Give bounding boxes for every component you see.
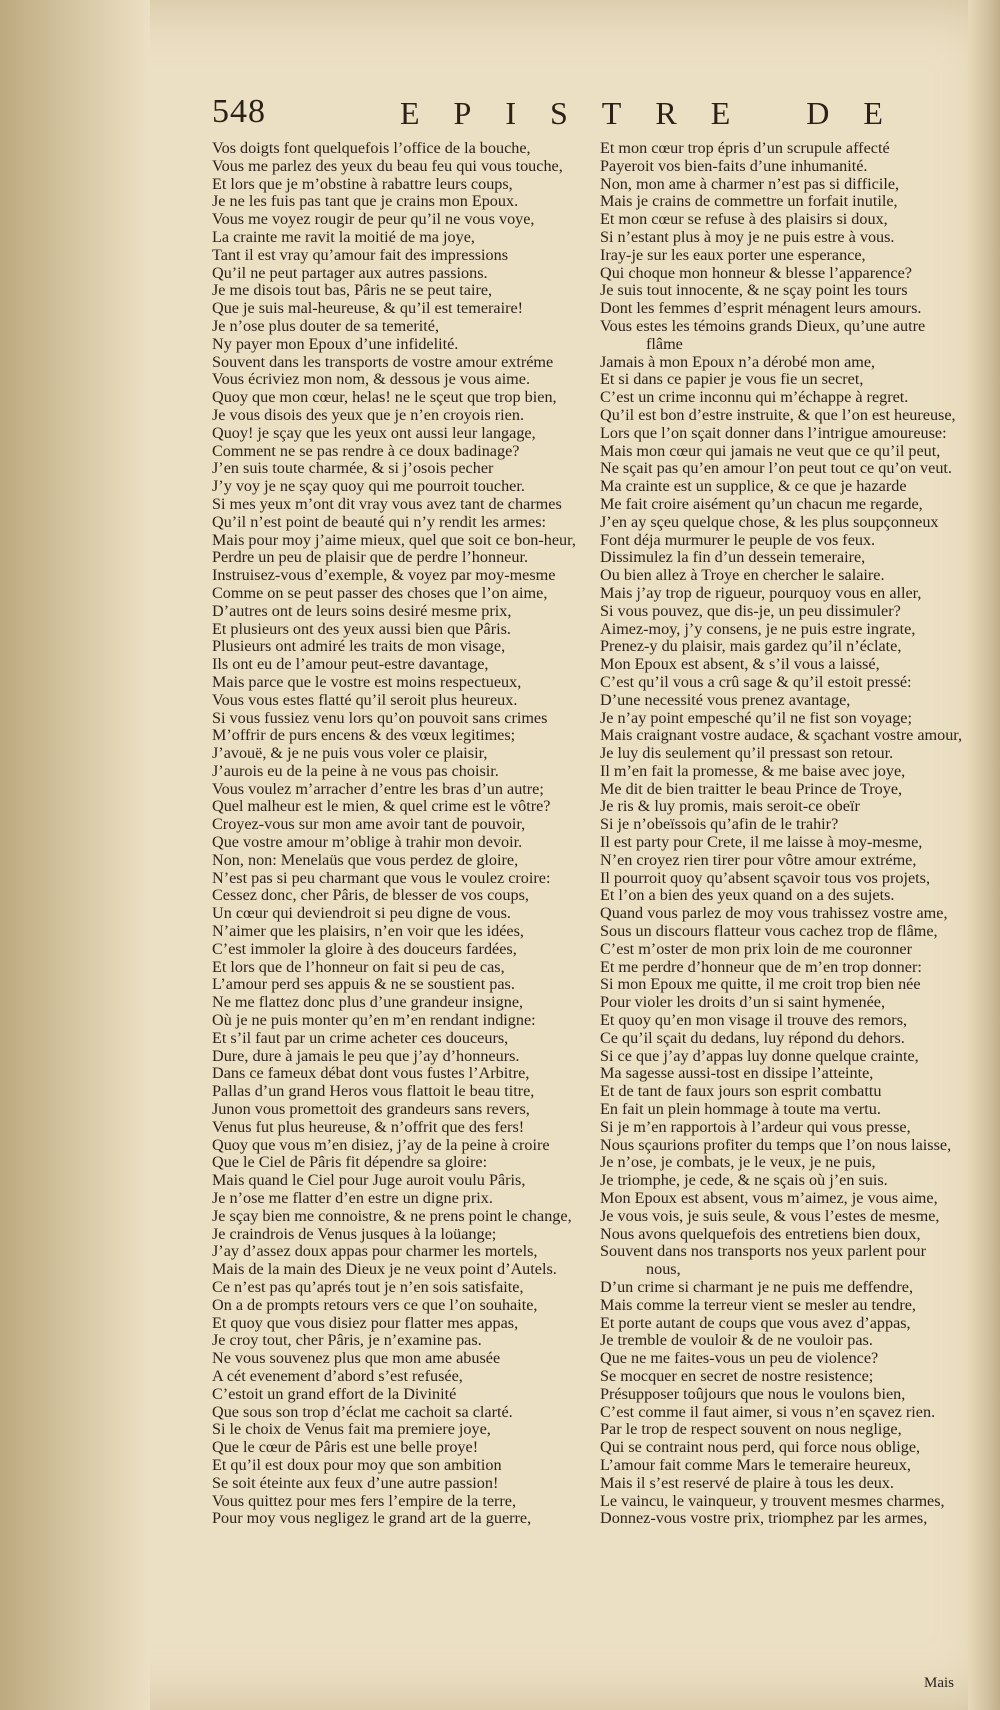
verse-line: A cét evenement d’abord s’est refusée, [212, 1366, 463, 1385]
verse-line: Et plusieurs ont des yeux aussi bien que Pâris. [212, 619, 511, 638]
verse-column-left [212, 140, 584, 1528]
verse-line: Je vous vois, je suis seule, & vous l’estes de mesme, [600, 1206, 940, 1225]
verse-line: J’y voy je ne sçay quoy qui me pourroit toucher. [212, 477, 525, 496]
verse-line: Se mocquer en secret de nostre resistence; [600, 1366, 874, 1385]
verse-line: Qui choque mon honneur & blesse l’apparence? [600, 263, 912, 282]
verse-line: Nous avons quelquefois des entretiens bien doux, [600, 1224, 921, 1243]
verse-line: Vos doigts font quelquefois l’office de la bouche, [212, 139, 531, 157]
verse-line: Vous quittez pour mes fers l’empire de la terre, [212, 1491, 517, 1510]
verse-line: Qu’il ne peut partager aux autres passions. [212, 263, 488, 282]
verse-line: Mais mon cœur qui jamais ne veut que ce qu’il peut, [600, 441, 941, 460]
verse-line: Je ris & luy promis, mais seroit-ce obeïr [600, 797, 860, 816]
page-number: 548 [212, 93, 266, 130]
verse-column-right [600, 139, 963, 1528]
verse-line: C’estoit un grand effort de la Divinité [212, 1384, 457, 1403]
verse-line: Dure, dure à jamais le peu que j’ay d’honneurs. [212, 1046, 520, 1065]
verse-line: Et lors que je m’obstine à rabattre leurs coups, [212, 174, 513, 193]
verse-line: J’ay d’assez doux appas pour charmer les mortels, [212, 1242, 538, 1261]
verse-line: Qui se contraint nous perd, qui force nous oblige, [600, 1438, 921, 1457]
verse-line: C’est qu’il vous a crû sage & qu’il estoit pressé: [600, 672, 912, 691]
verse-line: Font déja murmurer le peuple de vos feux. [600, 530, 876, 549]
verse-line: Il est party pour Crete, il me laisse à moy-mesme, [600, 833, 923, 852]
verse-line: Que sous son trop d’éclat me cachoit sa clarté. [212, 1402, 513, 1421]
verse-line: Et l’on a bien des yeux quand on a des sujets. [600, 886, 895, 905]
verse-line: N’aimer que les plaisirs, n’en voir que les idées, [212, 922, 524, 941]
verse-line: Si vous pouvez, que dis-je, un peu dissimuler? [600, 601, 901, 620]
verse-line: Quand vous parlez de moy vous trahissez vostre ame, [600, 904, 948, 923]
verse-line: Où je ne puis monter qu’en m’en rendant indigne: [212, 1011, 536, 1030]
verse-line: Je triomphe, je cede, & ne sçais où j’en suis. [600, 1171, 888, 1190]
verse-line: Ne me flattez donc plus d’une grandeur insigne, [212, 993, 524, 1012]
verse-line: Que vostre amour m’oblige à trahir mon devoir. [212, 833, 523, 852]
verse-line: Nous sçaurions profiter du temps que l’on nous laisse, [600, 1135, 952, 1154]
verse-line: Tant il est vray qu’amour fait des impressions [212, 245, 509, 264]
verse-line: Ma crainte est un supplice, & ce que je hazarde [600, 477, 907, 496]
verse-line: Vous vous estes flatté qu’il seroit plus heureux. [212, 690, 518, 709]
verse-line: Et mon cœur trop épris d’un scrupule affecté [600, 139, 890, 157]
verse-line: Je n’ay point empesché qu’il ne fist son voyage; [600, 708, 912, 727]
verse-line: Mais parce que le vostre est moins respectueux, [212, 672, 522, 691]
verse-line: C’est m’oster de mon prix loin de me couronner [600, 939, 912, 958]
page-header [212, 93, 972, 139]
verse-line: L’amour fait comme Mars le temeraire heureux, [600, 1455, 911, 1474]
verse-line: Et me perdre d’honneur que de m’en trop donner: [600, 957, 922, 976]
verse-line: La crainte me ravit la moitié de ma joye, [212, 227, 475, 246]
verse-line: Croyez-vous sur mon ame avoir tant de pouvoir, [212, 815, 526, 834]
catchword: Mais [924, 1675, 954, 1691]
verse-line: Pour moy vous negligez le grand art de la guerre, [212, 1509, 532, 1528]
verse-line: Mais pour moy j’aime mieux, quel que soit ce bon-heur, [212, 530, 576, 549]
verse-line: Mais quand le Ciel pour Juge auroit voulu Pâris, [212, 1171, 526, 1190]
verse-line: Je tremble de vouloir & de ne vouloir pas. [600, 1331, 873, 1350]
verse-line: Et qu’il est doux pour moy que son ambition [212, 1455, 502, 1474]
verse-line: Présupposer toûjours que nous le voulons bien, [600, 1384, 906, 1403]
verse-line: Prenez-y du plaisir, mais gardez qu’il n’éclate, [600, 637, 902, 656]
verse-line: Mais il s’est reservé de plaire à tous les deux. [600, 1473, 894, 1492]
verse-line: Quel malheur est le mien, & quel crime est le vôtre? [212, 797, 551, 816]
verse-line: Il m’en fait la promesse, & me baise avec joye, [600, 761, 906, 780]
verse-line: Mais comme la terreur vient se mesler au tendre, [600, 1295, 916, 1314]
verse-line: Mais je crains de commettre un forfait inutile, [600, 192, 898, 211]
verse-line: Mon Epoux est absent, vous m’aimez, je vous aime, [600, 1189, 938, 1208]
verse-line: Et s’il faut par un crime acheter ces douceurs, [212, 1028, 509, 1047]
verse-line: Que le cœur de Pâris est une belle proye! [212, 1438, 479, 1457]
verse-line: D’un crime si charmant je ne puis me deffendre, [600, 1278, 913, 1296]
verse-line: Un cœur qui deviendroit si peu digne de vous. [212, 904, 511, 923]
verse-line: Que ne me faites-vous un peu de violence? [600, 1349, 879, 1368]
verse-line: M’offrir de purs encens & des vœux legitimes; [212, 726, 516, 745]
verse-line: Vous estes les témoins grands Dieux, qu’une autre [600, 316, 926, 335]
verse-line: Le vaincu, le vainqueur, y trouvent mesmes charmes, [600, 1491, 945, 1510]
verse-line: Payeroit vos bien-faits d’une inhumanité. [600, 156, 868, 175]
verse-line: Que le Ciel de Pâris fit dépendre sa gloire: [212, 1153, 488, 1172]
verse-line: Je craindrois de Venus jusques à la loüange; [212, 1224, 497, 1243]
verse-line: Jamais à mon Epoux n’a dérobé mon ame, [600, 352, 876, 371]
verse-line: Quoy! je sçay que les yeux ont aussi leur langage, [212, 423, 536, 442]
verse-line: Je croy tout, cher Pâris, je n’examine pas. [212, 1331, 482, 1350]
verse-line: Si mes yeux m’ont dit vray vous avez tant de charmes [212, 494, 562, 513]
verse-line: J’aurois eu de la peine à ne vous pas choisir. [212, 761, 499, 780]
verse-line: Ce n’est pas qu’aprés tout je n’en sois satisfaite, [212, 1278, 524, 1296]
verse-line: Et quoy que vous disiez pour flatter mes appas, [212, 1313, 519, 1332]
verse-line: Comme on se peut passer des choses que l’on aime, [212, 583, 548, 602]
verse-line: Ne sçait pas qu’en amour l’on peut tout ce qu’on veut. [600, 459, 952, 478]
verse-line: En fait un plein hommage à toute ma vertu. [600, 1100, 881, 1119]
verse-line: Donnez-vous vostre prix, triomphez par les armes, [600, 1509, 928, 1528]
verse-line: J’en ay sçeu quelque chose, & les plus soupçonneux [600, 512, 939, 531]
running-title: EPISTRE DE [400, 95, 917, 131]
verse-line: Pallas d’un grand Heros vous flattoit le beau titre, [212, 1082, 535, 1101]
verse-line: Mais j’ay trop de rigueur, pourquoy vous en aller, [600, 583, 922, 602]
verse-line: D’autres ont de leurs soins desiré mesme prix, [212, 601, 512, 620]
verse-line: Dont les femmes d’esprit ménagent leurs amours. [600, 299, 922, 318]
verse-line: Je vous disois des yeux que je n’en croyois rien. [212, 405, 524, 424]
verse-line: Comment ne se pas rendre à ce doux badinage? [212, 441, 520, 460]
verse-line: Si je n’obeïssois qu’afin de le trahir? [600, 815, 839, 834]
verse-line: Je n’ose, je combats, je le veux, je ne puis, [600, 1153, 876, 1172]
verse-line: Dissimulez la fin d’un dessein temeraire, [600, 548, 866, 567]
verse-line: Que je suis mal-heureuse, & qu’il est temeraire! [212, 299, 524, 318]
verse-line: Je n’ose me flatter d’en estre un digne prix. [212, 1189, 493, 1208]
verse-line: Si n’estant plus à moy je ne puis estre à vous. [600, 227, 895, 246]
verse-line: Et porte autant de coups que vous avez d’appas, [600, 1313, 911, 1332]
verse-line: Et lors que de l’honneur on fait si peu de cas, [212, 957, 505, 976]
verse-line: Ne vous souvenez plus que mon ame abusée [212, 1349, 501, 1368]
verse-line: Qu’il n’est point de beauté qui n’y rendit les armes: [212, 512, 547, 531]
verse-line: Ou bien allez à Troye en chercher le salaire. [600, 566, 885, 585]
verse-line: Plusieurs ont admiré les traits de mon visage, [212, 637, 506, 656]
verse-line: Et mon cœur se refuse à des plaisirs si doux, [600, 210, 888, 229]
verse-line: nous, [646, 1260, 681, 1279]
verse-line: Je luy dis seulement qu’il pressast son retour. [600, 744, 894, 763]
verse-line: Quoy que vous m’en disiez, j’ay de la peine à croire [212, 1135, 550, 1154]
verse-line: Me dit de bien traitter le beau Prince de Troye, [600, 779, 903, 798]
verse-line: Mais craignant vostre audace, & sçachant vostre amour, [600, 726, 963, 745]
verse-line: On a de prompts retours vers ce que l’on souhaite, [212, 1295, 538, 1314]
verse-line: Se soit éteinte aux feux d’une autre passion! [212, 1473, 499, 1492]
verse-line: Mais de la main des Dieux je ne veux point d’Autels. [212, 1260, 557, 1279]
verse-line: D’une necessité vous prenez avantage, [600, 690, 851, 709]
verse-line: Si vous fussiez venu lors qu’on pouvoit sans crimes [212, 708, 548, 727]
verse-line: N’est pas si peu charmant que vous le voulez croire: [212, 868, 551, 887]
verse-line: J’en suis toute charmée, & si j’osois pecher [212, 459, 494, 478]
verse-line: L’amour perd ses appuis & ne se soustient pas. [212, 975, 515, 994]
verse-line: flâme [646, 334, 683, 353]
verse-line: Mon Epoux est absent, & s’il vous a laissé, [600, 655, 880, 674]
verse-line: Vous me parlez des yeux du beau feu qui vous touche, [212, 156, 563, 175]
verse-line: Vous voulez m’arracher d’entre les bras d’un autre; [212, 779, 544, 798]
verse-line: J’avouë, & je ne puis vous voler ce plaisir, [212, 744, 488, 763]
verse-line: Et quoy qu’en mon visage il trouve des remors, [600, 1011, 908, 1030]
verse-line: Je sçay bien me connoistre, & ne prens point le change, [212, 1206, 572, 1225]
verse-line: Sous un discours flatteur vous cachez trop de flâme, [600, 922, 938, 941]
verse-line: Non, mon ame à charmer n’est pas si difficile, [600, 174, 900, 193]
verse-line: Si je m’en rapportois à l’ardeur qui vous presse, [600, 1117, 911, 1136]
verse-line: Ils ont eu de l’amour peut-estre davantage, [212, 655, 489, 674]
verse-line: Ny payer mon Epoux d’une infidelité. [212, 334, 459, 353]
verse-line: Aimez-moy, j’y consens, je ne puis estre ingrate, [600, 619, 916, 638]
verse-line: Cessez donc, cher Pâris, de blesser de vos coups, [212, 886, 529, 905]
verse-line: Vous écriviez mon nom, & dessous je vous aime. [212, 370, 531, 389]
verse-line: Junon vous promettoit des grandeurs sans revers, [212, 1100, 530, 1119]
verse-line: Je me disois tout bas, Pâris ne se peut taire, [212, 281, 493, 300]
page-edge [968, 0, 1000, 1710]
verse-line: Lors que l’on sçait donner dans l’intrigue amoureuse: [600, 423, 947, 442]
verse-line: C’est un crime inconnu qui m’échappe à regret. [600, 388, 909, 407]
verse-line: C’est comme il faut aimer, si vous n’en sçavez rien. [600, 1402, 936, 1421]
verse-line: Venus fut plus heureuse, & n’offrit que des fers! [212, 1117, 525, 1136]
verse-line: Ce qu’il sçait du dedans, luy répond du dehors. [600, 1028, 905, 1047]
verse-line: Je suis tout innocente, & ne sçay point les tours [600, 281, 908, 300]
verse-line: Me fait croire aisément qu’un chacun me regarde, [600, 494, 923, 513]
verse-line: Qu’il est bon d’estre instruite, & que l’on est heureuse, [600, 405, 956, 424]
page-gutter [0, 0, 150, 1710]
verse-line: Ma sagesse aussi-tost en dissipe l’atteinte, [600, 1064, 874, 1083]
verse-line: C’est immoler la gloire à des douceurs fardées, [212, 939, 517, 958]
verse-line: Si mon Epoux me quitte, il me croit trop bien née [600, 975, 921, 994]
verse-line: N’en croyez rien tirer pour vôtre amour extréme, [600, 850, 917, 869]
verse-line: Je n’ose plus douter de sa temerité, [212, 316, 440, 335]
verse-line: Vous me voyez rougir de peur qu’il ne vous voye, [212, 210, 535, 229]
verse-line: Et de tant de faux jours son esprit combattu [600, 1082, 882, 1101]
verse-line: Souvent dans nos transports nos yeux parlent pour [600, 1242, 926, 1261]
verse-line: Dans ce fameux débat dont vous fustes l’Arbitre, [212, 1064, 530, 1083]
verse-line: Et si dans ce papier je vous fie un secret, [600, 370, 864, 389]
verse-line: Souvent dans les transports de vostre amour extréme [212, 352, 554, 371]
verse-line: Perdre un peu de plaisir que de perdre l’honneur. [212, 548, 528, 567]
verse-line: Iray-je sur les eaux porter une esperance, [600, 245, 866, 264]
verse-line: Si le choix de Venus fait ma premiere joye, [212, 1420, 491, 1439]
verse-line: Quoy que mon cœur, helas! ne le sçeut que trop bien, [212, 388, 557, 407]
verse-line: Si ce que j’ay d’appas luy donne quelque crainte, [600, 1046, 919, 1065]
verse-line: Pour violer les droits d’un si saint hymenée, [600, 993, 886, 1012]
verse-line: Par le trop de respect souvent on nous neglige, [600, 1420, 902, 1439]
verse-line: Je ne les fuis pas tant que je crains mon Epoux. [212, 192, 519, 211]
verse-line: Il pourroit quoy qu’absent sçavoir tous vos projets, [600, 868, 930, 887]
verse-line: Instruisez-vous d’exemple, & voyez par moy-mesme [212, 566, 556, 585]
verse-line: Non, non: Menelaüs que vous perdez de gloire, [212, 850, 519, 869]
